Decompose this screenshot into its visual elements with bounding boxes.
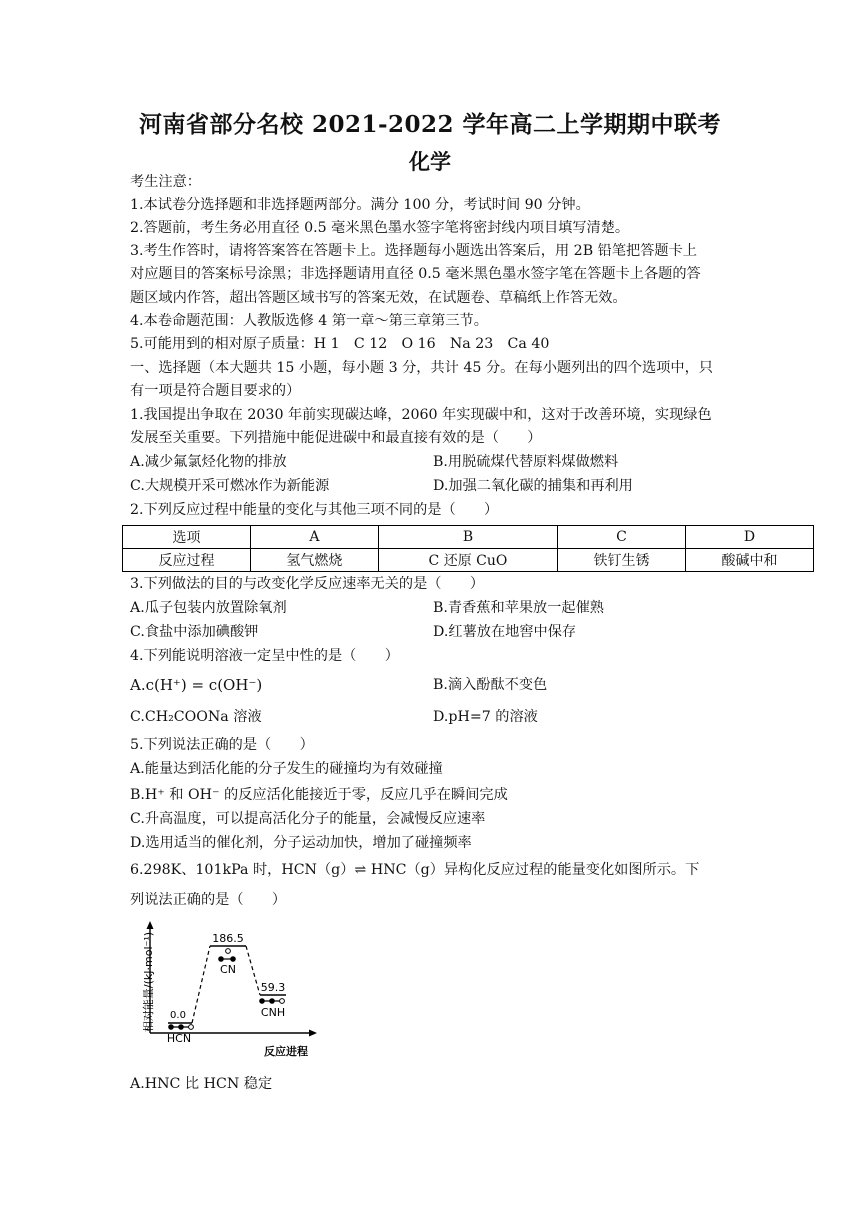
option-b: B.H⁺ 和 OH⁻ 的反应活化能接近于零，反应几乎在瞬间完成 (130, 787, 508, 803)
x-axis-label: 反应进程 (264, 1045, 308, 1058)
table-cell: 酸碱中和 (686, 549, 814, 572)
option-b: B.青香蕉和苹果放一起催熟 (433, 600, 604, 616)
atom-icon (259, 998, 265, 1004)
table-cell: C (558, 526, 686, 549)
atom-icon (218, 956, 224, 962)
table-cell: 选项 (123, 526, 251, 549)
atom-icon (178, 1024, 184, 1030)
path-fall (246, 946, 260, 995)
option-c: C.食盐中添加碘酸钾 (130, 624, 259, 640)
question-stem: 6.298K、101kPa 时，HCN（g）⇌ HNC（g）异构化反应过程的能量变化如图所示。下 (130, 862, 700, 878)
question-stem: 发展至关重要。下列措施中能促进碳中和最直接有效的是（ ） (130, 430, 542, 446)
atom-icon (269, 998, 275, 1004)
option-c: C.CH₂COONa 溶液 (130, 709, 262, 725)
start-value: 0.0 (170, 1010, 186, 1021)
option-b: B.滴入酚酞不变色 (433, 677, 548, 693)
option-c: C.升高温度，可以提高活化分子的能量，会减慢反应速率 (130, 811, 486, 827)
atom-icon (189, 1025, 194, 1030)
option-d: D.选用适当的催化剂，分子运动加快，增加了碰撞频率 (130, 835, 472, 851)
notice-item: 4.本卷命题范围：人教版选修 4 第一章～第三章第三节。 (130, 313, 488, 329)
atom-icon (230, 956, 236, 962)
table-row (123, 549, 814, 572)
atom-icon (226, 949, 231, 954)
table-cell: B (378, 526, 557, 549)
notice-item: 1.本试卷分选择题和非选择题两部分。满分 100 分，考试时间 90 分钟。 (130, 197, 590, 213)
question-stem: 3.下列做法的目的与改变化学反应速率无关的是（ ） (130, 576, 485, 592)
option-a: A.能量达到活化能的分子发生的碰撞均为有效碰撞 (130, 761, 443, 777)
molecule-label-start: HCN (166, 1032, 192, 1045)
table-cell: C 还原 CuO (378, 549, 557, 572)
notice-heading: 考生注意： (130, 174, 201, 190)
question-stem: 5.下列说法正确的是（ ） (130, 737, 314, 753)
notice-item: 对应题目的答案标号涂黑；非选择题请用直径 0.5 毫米黑色墨水签字笔在答题卡上各题的答 (130, 266, 701, 282)
molecule-label-mid: CN (220, 963, 236, 976)
y-axis-arrow-icon (147, 921, 154, 929)
notice-item: 3.考生作答时，请将答案答在答题卡上。选择题每小题选出答案后，用 2B 铅笔把答题卡上 (130, 243, 697, 259)
exam-title: 河南省部分名校 2021-2022 学年高二上学期期中联考 (138, 111, 722, 138)
question-stem: 4.下列能说明溶液一定呈中性的是（ ） (130, 648, 399, 664)
option-a: A.HNC 比 HCN 稳定 (130, 1076, 273, 1092)
exam-subject: 化学 (409, 149, 451, 174)
end-value: 59.3 (260, 981, 286, 994)
path-rise (192, 946, 210, 1023)
notice-item: 5.可能用到的相对原子质量：H 1 C 12 O 16 Na 23 Ca 40 (130, 336, 550, 352)
y-axis-label: 相对能量/(kJ·mol⁻¹) (142, 931, 155, 1033)
table-cell: D (686, 526, 814, 549)
option-d: D.红薯放在地窖中保存 (433, 624, 577, 640)
energy-diagram (128, 920, 328, 1070)
option-a: A.减少氟氯烃化物的排放 (130, 454, 287, 470)
table-cell: 铁钉生锈 (558, 549, 686, 572)
option-b: B.用脱硫煤代替原料煤做燃料 (433, 454, 619, 470)
section-heading: 一、选择题（本大题共 15 小题，每小题 3 分，共计 45 分。在每小题列出的四个选项中，只 (130, 360, 713, 376)
question-stem: 1.我国提出争取在 2030 年前实现碳达峰，2060 年实现碳中和，这对于改善环境，实现绿色 (130, 407, 712, 423)
option-d: D.加强二氧化碳的捕集和再利用 (433, 478, 633, 494)
option-c: C.大规模开采可燃冰作为新能源 (130, 478, 330, 494)
x-axis-arrow-icon (309, 1030, 317, 1037)
section-heading: 有一项是符合题目要求的） (130, 383, 301, 399)
atom-icon (280, 999, 285, 1004)
molecule-label-end: CNH (260, 1006, 286, 1019)
option-d: D.pH=7 的溶液 (433, 709, 538, 725)
question-stem: 列说法正确的是（ ） (130, 892, 287, 908)
table-cell: 反应过程 (123, 549, 251, 572)
q2-table (122, 525, 814, 572)
table-cell: 氢气燃烧 (250, 549, 378, 572)
option-a: A.c(H⁺) = c(OH⁻) (130, 676, 263, 694)
option-a: A.瓜子包装内放置除氧剂 (130, 600, 287, 616)
notice-item: 题区域内作答，超出答题区域书写的答案无效，在试题卷、草稿纸上作答无效。 (130, 290, 627, 306)
table-header-row (123, 526, 814, 549)
table-cell: A (250, 526, 378, 549)
peak-value: 186.5 (212, 932, 244, 945)
notice-item: 2.答题前，考生务必用直径 0.5 毫米黑色墨水签字笔将密封线内项目填写清楚。 (130, 220, 630, 236)
question-stem: 2.下列反应过程中能量的变化与其他三项不同的是（ ） (130, 502, 499, 518)
